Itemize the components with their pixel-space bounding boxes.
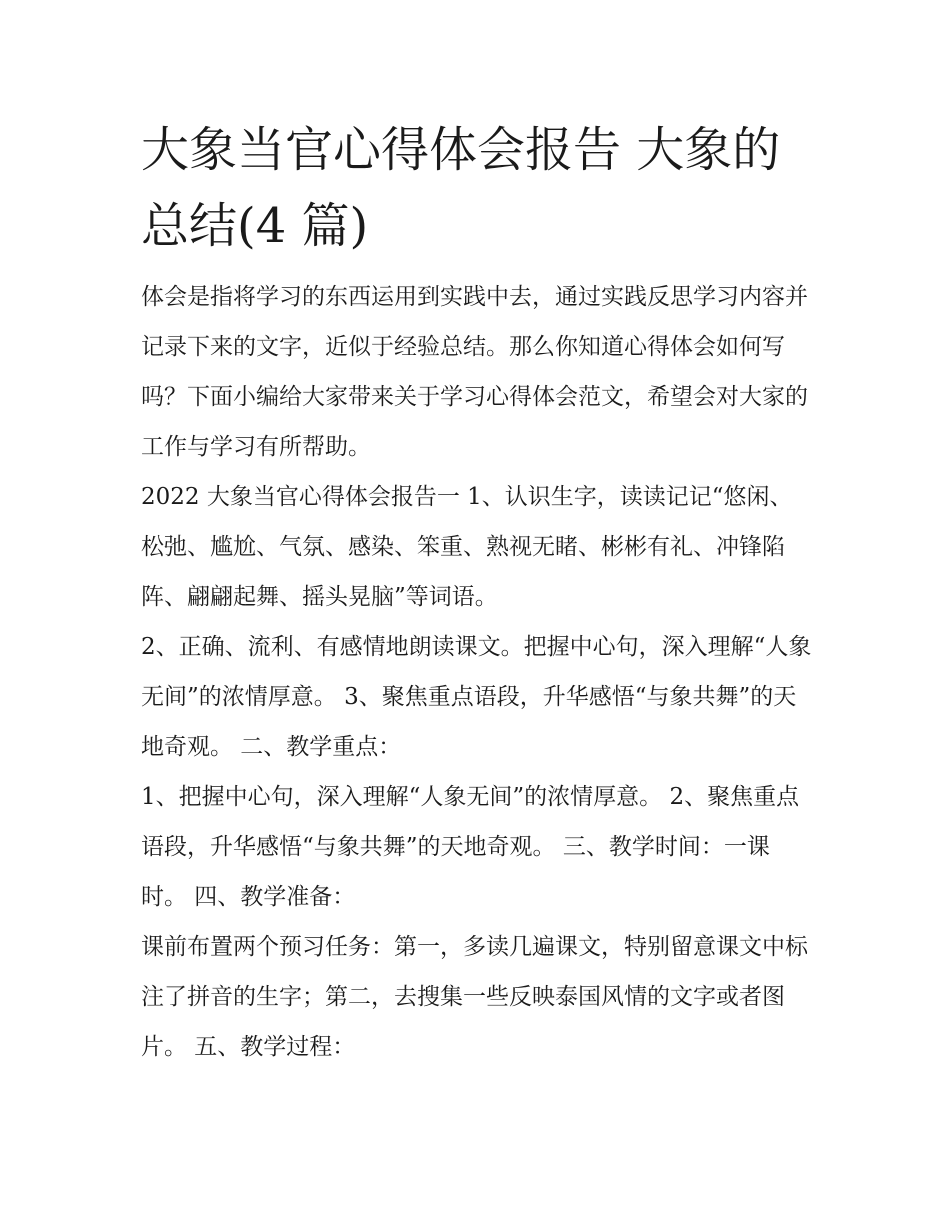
paragraph-objective-2-3: 2、正确、流利、有感情地朗读课文。把握中心句，深入理解“人象无间”的浓情厚意。 3、聚焦重点语段，升华感悟“与象共舞”的天地奇观。 二、教学重点： (141, 634, 812, 760)
document-page (141, 112, 813, 1072)
document-title: 大象当官心得体会报告 大象的总结(4 篇) (141, 122, 781, 254)
paragraph-intro: 体会是指将学习的东西运用到实践中去，通过实践反思学习内容并记录下来的文字，近似于经验总结。那么你知道心得体会如何写吗？下面小编给大家带来关于学习心得体会范文，希望会对大家的工作与学习有所帮助。 (141, 284, 808, 460)
paragraph-key-points: 1、把握中心句，深入理解“人象无间”的浓情厚意。 2、聚焦重点语段，升华感悟“与象共舞”的天地奇观。 三、教学时间：一课时。 四、教学准备： (141, 784, 800, 910)
paragraph-preparation: 课前布置两个预习任务：第一，多读几遍课文，特别留意课文中标注了拼音的生字；第二，去搜集一些反映泰国风情的文字或者图片。 五、教学过程： (141, 934, 808, 1060)
paragraph-objective-1: 2022 大象当官心得体会报告一 1、认识生字，读读记记“悠闲、松弛、尴尬、气氛、感染、笨重、熟视无睹、彬彬有礼、冲锋陷阵、翩翩起舞、摇头晃脑”等词语。 (141, 484, 793, 610)
